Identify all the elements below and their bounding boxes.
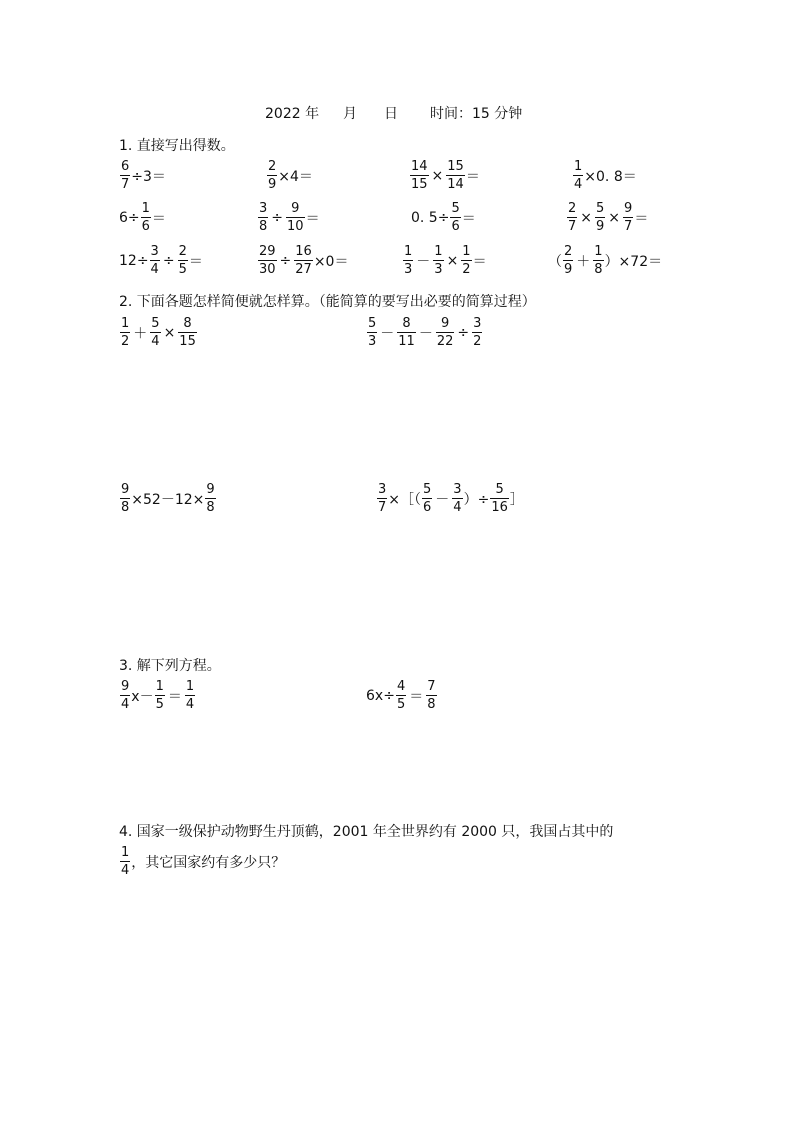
q1-r1c3: $\frac{14}{15}$ × $\frac{15}{14}$ ＝	[411, 159, 480, 192]
fraction: $\frac{3}{7}$	[378, 482, 387, 515]
q1-r2c1: 6÷ $\frac{1}{6}$ ＝	[119, 201, 166, 234]
q1-r3c3: $\frac{1}{3}$ － $\frac{1}{3}$ × $\frac{1}{2}$ ＝	[404, 244, 487, 277]
fraction: $\frac{1}{2}$	[121, 316, 130, 349]
section-2-heading: 2. 下面各题怎样简便就怎样算。（能简算的要写出必要的简算过程）	[119, 294, 536, 310]
q2-expr-1: $\frac{1}{2}$ ＋ $\frac{5}{4}$ × $\frac{8}{15}$	[121, 316, 196, 349]
q1-r2c2: $\frac{3}{8}$ ÷ $\frac{9}{10}$ ＝	[259, 201, 320, 234]
fraction: $\frac{5}{4}$	[151, 316, 160, 349]
header-month: 月	[343, 106, 357, 122]
q1-r3c1: 12÷ $\frac{3}{4}$ ÷ $\frac{2}{5}$ ＝	[119, 244, 203, 277]
q1-r3c4: （ $\frac{2}{9}$ ＋ $\frac{1}{8}$ ）×72＝	[548, 244, 663, 277]
fraction: $\frac{2}{5}$	[178, 244, 187, 277]
q1-r1c2: $\frac{2}{9}$ ×4＝	[268, 159, 313, 192]
fraction: $\frac{1}{4}$	[574, 159, 583, 192]
section-4-line-1: 4. 国家一级保护动物野生丹顶鹤，2001 年全世界约有 2000 只，我国占其中的	[119, 824, 614, 840]
fraction: $\frac{1}{8}$	[594, 244, 603, 277]
fraction: $\frac{1}{4}$	[121, 845, 130, 878]
q1-r1c4: $\frac{1}{4}$ ×0. 8＝	[574, 159, 637, 192]
fraction: $\frac{8}{11}$	[398, 316, 415, 349]
section-3-heading: 3. 解下列方程。	[119, 658, 221, 674]
fraction: $\frac{14}{15}$	[411, 159, 428, 192]
q1-r2c4: $\frac{2}{7}$ × $\frac{5}{9}$ × $\frac{9}{7}$ ＝	[568, 201, 649, 234]
fraction: $\frac{5}{9}$	[596, 201, 605, 234]
fraction: $\frac{5}{6}$	[451, 201, 460, 234]
section-1-heading: 1. 直接写出得数。	[119, 138, 235, 154]
q2-expr-2: $\frac{5}{3}$ － $\frac{8}{11}$ － $\frac{9}{22}$ ÷ $\frac{3}{2}$	[368, 316, 482, 349]
section-4-line-2: $\frac{1}{4}$ ，其它国家约有多少只？	[121, 845, 286, 878]
fraction: $\frac{2}{9}$	[564, 244, 573, 277]
q1-r2c3: 0. 5÷ $\frac{5}{6}$ ＝	[411, 201, 476, 234]
fraction: $\frac{9}{8}$	[206, 482, 215, 515]
fraction: $\frac{3}{2}$	[473, 316, 482, 349]
fraction: $\frac{1}{3}$	[434, 244, 443, 277]
fraction: $\frac{9}{22}$	[436, 316, 454, 349]
fraction: $\frac{3}{4}$	[150, 244, 159, 277]
fraction: $\frac{15}{14}$	[447, 159, 464, 192]
header-year: 2022 年	[265, 106, 320, 122]
fraction: $\frac{9}{8}$	[121, 482, 130, 515]
fraction: $\frac{8}{15}$	[179, 316, 196, 349]
q3-equation-2: 6x÷ $\frac{4}{5}$ ＝ $\frac{7}{8}$	[366, 679, 436, 712]
fraction: $\frac{7}{8}$	[427, 679, 436, 712]
q1-r1c1: $\frac{6}{7}$ ÷3＝	[121, 159, 166, 192]
fraction: $\frac{1}{6}$	[141, 201, 150, 234]
fraction: $\frac{4}{5}$	[396, 679, 406, 712]
fraction: $\frac{9}{10}$	[287, 201, 304, 234]
fraction: $\frac{9}{7}$	[624, 201, 633, 234]
fraction: $\frac{5}{3}$	[368, 316, 377, 349]
fraction: $\frac{1}{2}$	[462, 244, 471, 277]
q2-expr-3: $\frac{9}{8}$ ×52－12× $\frac{9}{8}$	[121, 482, 215, 515]
fraction: $\frac{1}{4}$	[185, 679, 195, 712]
q2-expr-4: $\frac{3}{7}$ ×［（ $\frac{5}{6}$ － $\frac{3}{4}$ ）÷ $\frac{5}{16}$ ］	[378, 482, 524, 515]
fraction: $\frac{5}{16}$	[491, 482, 508, 515]
header-time: 时间：15 分钟	[430, 106, 523, 122]
header-day: 日	[384, 106, 398, 122]
fraction: $\frac{2}{9}$	[268, 159, 277, 192]
fraction: $\frac{1}{3}$	[404, 244, 413, 277]
fraction: $\frac{3}{8}$	[259, 201, 268, 234]
fraction: $\frac{16}{27}$	[295, 244, 312, 277]
fraction: $\frac{6}{7}$	[121, 159, 130, 192]
fraction: $\frac{29}{30}$	[259, 244, 276, 277]
q3-equation-1: $\frac{9}{4}$ x－ $\frac{1}{5}$ ＝ $\frac{1}{4}$	[121, 679, 195, 712]
fraction: $\frac{2}{7}$	[568, 201, 577, 234]
q1-r3c2: $\frac{29}{30}$ ÷ $\frac{16}{27}$ ×0＝	[259, 244, 349, 277]
fraction: $\frac{9}{4}$	[121, 679, 130, 712]
fraction: $\frac{1}{5}$	[155, 679, 164, 712]
fraction: $\frac{3}{4}$	[453, 482, 462, 515]
fraction: $\frac{5}{6}$	[423, 482, 432, 515]
